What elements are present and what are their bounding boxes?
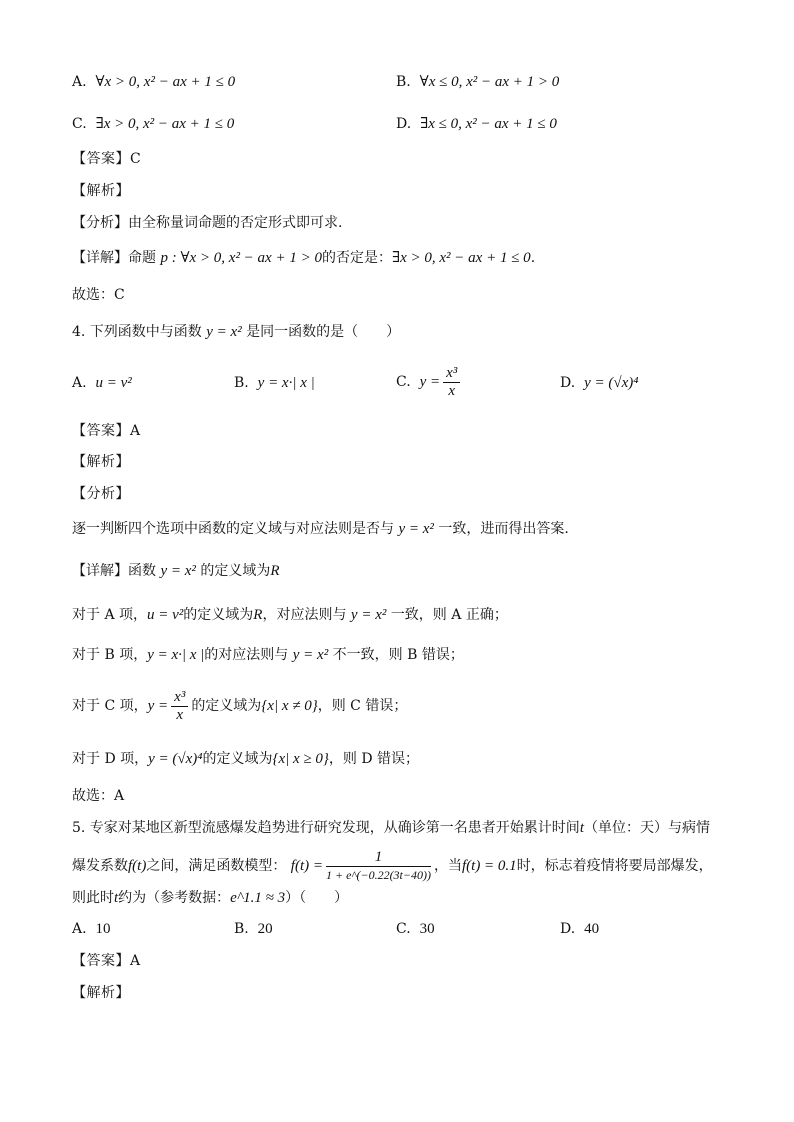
q3-proposition-math: p : ∀x > 0, x² − ax + 1 > 0 [160, 250, 322, 266]
q4-option-c: C. y = $\frac{\text{x³}}{x}$ [396, 362, 463, 402]
q3-answer: 【答案】C [72, 151, 142, 167]
q3-jiexi: 【解析】 [72, 183, 130, 199]
q4-guxuan: 故选：A [72, 788, 125, 804]
q4-option-b: B. y = x·| x | [234, 375, 315, 391]
q3-option-b: B. ∀x ≤ 0, x² − ax + 1 > 0 [396, 74, 560, 90]
q4-xiangjie: 【详解】函数 y = x² 的定义域为R [72, 563, 280, 579]
q3-option-c: C. ∃x > 0, x² − ax + 1 ≤ 0 [72, 116, 235, 132]
q5-jiexi: 【解析】 [72, 985, 130, 1001]
q4-option-d: D. y = (√x)⁴ [560, 375, 639, 391]
q3-negation-math: ∃x > 0, x² − ax + 1 ≤ 0 [391, 250, 531, 266]
q4-item-c: 对于 C 项，y = $\frac{\text{x³}}{x}$ 的定义域为{x| x ≠ 0}，则 C 错误； [72, 688, 408, 723]
q4-stem: 4. 下列函数中与函数 y = x² 是同一函数的是（ ） [72, 324, 401, 340]
q4-item-c-fraction: $\frac{\text{x³}}{x}$ [171, 689, 188, 724]
q3-option-a: A. ∀x > 0, x² − ax + 1 ≤ 0 [72, 74, 236, 90]
q3-xiangjie: 【详解】命题 p : ∀x > 0, x² − ax + 1 > 0的否定是：∃x > 0, x² − ax + 1 ≤ 0. [72, 250, 536, 266]
q5-stem-line2: 爆发系数f(t)之间，满足函数模型： f(t) = $\frac{1}{1 + e\^{}(-0.22(3t-40))}$ ，当f(t) = 0.1时，标志着疫情将要局部爆发， [72, 848, 713, 882]
q4-fenxi-tag: 【分析】 [72, 486, 130, 502]
q4-item-a: 对于 A 项，u = v²的定义域为R，对应法则与 y = x² 一致，则 A 正确； [72, 607, 508, 623]
q5-answer: 【答案】A [72, 953, 141, 969]
q4-stem-math: y = x² [206, 324, 242, 340]
q5-model-fraction: $\frac{1}{1 + e\^{}(-0.22(3t-40))}$ [325, 848, 431, 882]
q4-fenxi-text: 逐一判断四个选项中函数的定义域与对应法则是否与 y = x² 一致，进而得出答案. [72, 521, 569, 537]
q3-option-b-math: ∀x ≤ 0, x² − ax + 1 > 0 [419, 74, 560, 90]
q5-stem-line1: 5. 专家对某地区新型流感爆发趋势进行研究发现，从确诊第一名患者开始累计时间t（单位：天）与病情 [72, 820, 710, 836]
q5-option-b: B. 20 [234, 921, 273, 937]
q4-item-b: 对于 B 项，y = x·| x |的对应法则与 y = x² 不一致，则 B 错误； [72, 647, 464, 663]
q5-option-c: C. 30 [396, 921, 435, 937]
q3-guxuan: 故选：C [72, 287, 125, 303]
q3-option-d: D. ∃x ≤ 0, x² − ax + 1 ≤ 0 [396, 116, 557, 132]
q3-fenxi: 【分析】由全称量词命题的否定形式即可求. [72, 215, 343, 231]
q4-item-d: 对于 D 项，y = (√x)⁴的定义域为{x| x ≥ 0}，则 D 错误； [72, 751, 420, 767]
q3-option-d-math: ∃x ≤ 0, x² − ax + 1 ≤ 0 [420, 116, 557, 132]
q5-stem-line3: 则此时t约为（参考数据：e^1.1 ≈ 3）（ ） [72, 890, 349, 906]
q5-option-a: A. 10 [72, 921, 111, 937]
q4-option-a: A. u = v² [72, 375, 132, 391]
q4-jiexi: 【解析】 [72, 454, 130, 470]
q3-option-a-math: ∀x > 0, x² − ax + 1 ≤ 0 [95, 74, 236, 90]
q4-answer: 【答案】A [72, 423, 141, 439]
q3-option-c-math: ∃x > 0, x² − ax + 1 ≤ 0 [95, 116, 235, 132]
q4-option-c-fraction: $\frac{\text{x³}}{x}$ [443, 365, 460, 400]
q5-option-d: D. 40 [560, 921, 600, 937]
